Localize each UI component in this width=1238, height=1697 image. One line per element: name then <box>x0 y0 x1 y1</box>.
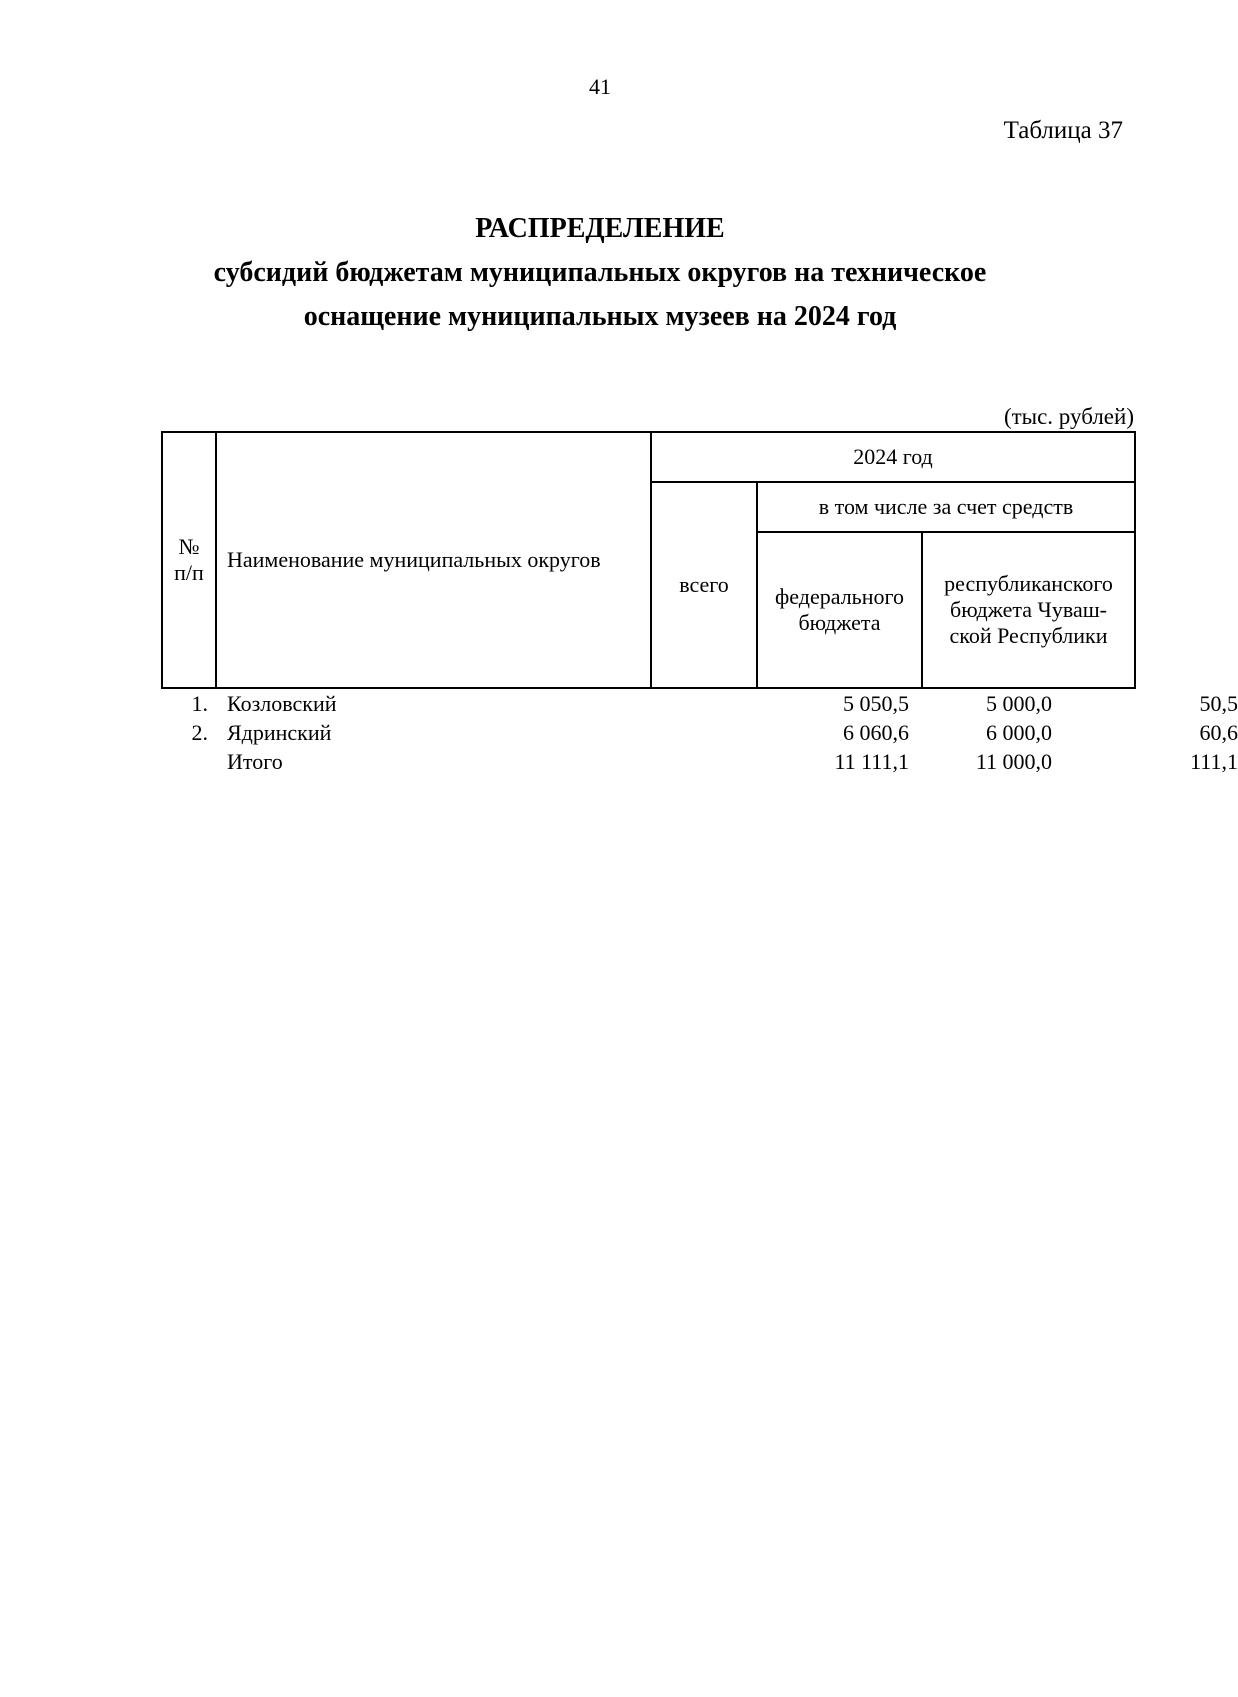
header-including-text: в том числе за счет средств <box>818 494 1074 519</box>
header-federal-text: федерального бюджета <box>775 584 904 635</box>
header-republic <box>921 531 1136 689</box>
document-title <box>0 207 1200 339</box>
header-including <box>756 481 1136 533</box>
header-federal <box>756 531 923 689</box>
row-total: 11 111,1 <box>834 749 909 774</box>
units-label: (тыс. рублей) <box>1003 404 1134 429</box>
header-name-text: Наименование муниципальных округов <box>227 547 601 572</box>
title-line-1: РАСПРЕДЕЛЕНИЕ <box>475 213 725 244</box>
header-total-text: всего <box>679 572 729 597</box>
row-republic: 50,5 <box>1199 691 1238 716</box>
row-name: Козловский <box>227 691 337 716</box>
header-num <box>161 431 217 689</box>
table-header <box>161 431 1136 689</box>
title-line-3: оснащение муниципальных музеев на 2024 год <box>303 301 897 332</box>
header-total <box>650 481 758 689</box>
table-row <box>161 718 1238 747</box>
row-republic: 60,6 <box>1199 720 1238 745</box>
row-total: 5 050,5 <box>843 691 909 716</box>
header-year-text: 2024 год <box>853 444 933 469</box>
table-row <box>161 689 1238 718</box>
table-label: Таблица 37 <box>1003 117 1123 144</box>
row-federal: 5 000,0 <box>986 691 1052 716</box>
row-republic: 111,1 <box>1190 749 1238 774</box>
header-year <box>650 431 1136 483</box>
table-body <box>161 689 1238 776</box>
row-name: Итого <box>227 749 283 774</box>
row-federal: 11 000,0 <box>975 749 1052 774</box>
header-republic-text: республиканского бюджета Чуваш-ской Республики <box>944 571 1113 648</box>
page-number: 41 <box>589 74 611 99</box>
row-num: 1. <box>191 691 208 716</box>
row-federal: 6 000,0 <box>986 720 1052 745</box>
row-num: 2. <box>191 720 208 745</box>
row-total: 6 060,6 <box>843 720 909 745</box>
header-name <box>215 431 652 689</box>
row-name: Ядринский <box>227 720 332 745</box>
header-num-text: № п/п <box>174 534 204 585</box>
title-line-2: субсидий бюджетам муниципальных округов на техническое <box>213 257 987 288</box>
table-row-total <box>161 747 1238 776</box>
